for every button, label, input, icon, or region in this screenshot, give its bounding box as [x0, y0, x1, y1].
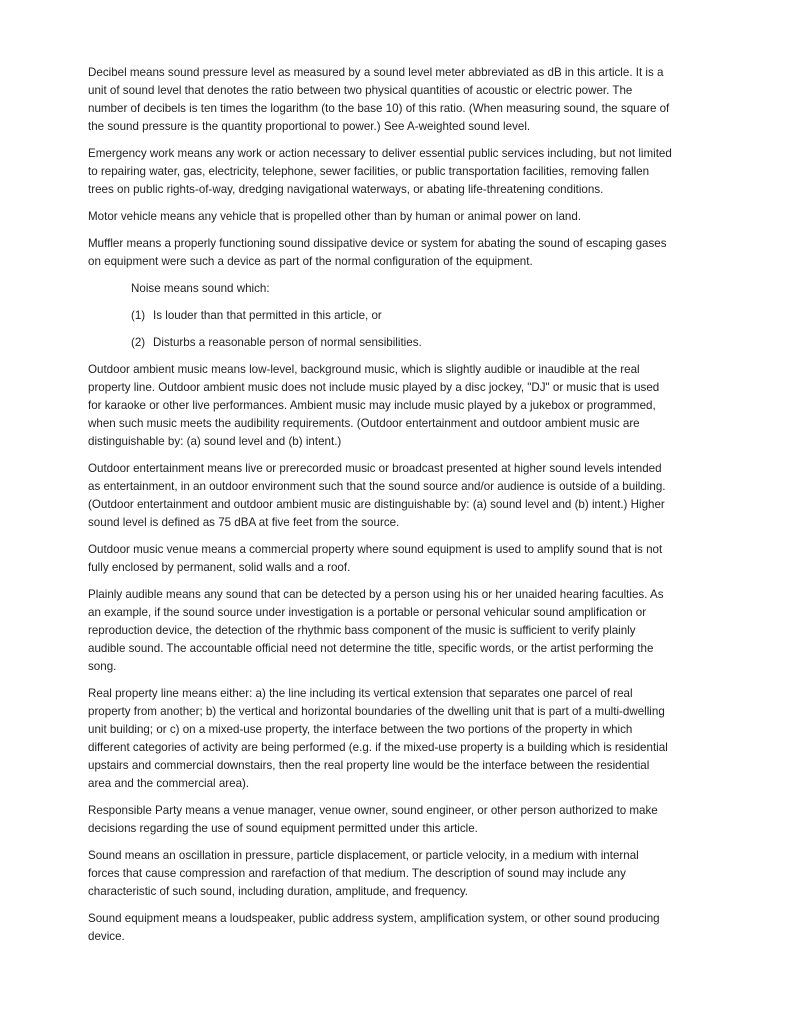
document-page: [88, 64, 672, 955]
noise-intro: Noise means sound which:: [131, 282, 270, 295]
definition-sound-equipment: Sound equipment means a loudspeaker, public address system, amplification system, or other sound producing device.: [88, 912, 660, 943]
noise-list-item: [131, 307, 672, 325]
definition-sound: Sound means an oscillation in pressure, particle displacement, or particle velocity, in a medium with internal forces that cause compression and rarefaction of that medium. The description of sound may include any characteristic of such sound, including duration, amplitude, and frequency.: [88, 849, 639, 898]
definition-outdoor-music-venue: Outdoor music venue means a commercial property where sound equipment is used to amplify sound that is not fully enclosed by permanent, solid walls and a roof.: [88, 543, 663, 574]
definition-plainly-audible: Plainly audible means any sound that can be detected by a person using his or her unaided hearing faculties. As an example, if the sound source under investigation is a portable or personal vehicular sound amplification or reproduction device, the detection of the rhythmic bass component of the music is sufficient to verify plainly audible sound. The accountable official need not determine the title, specific words, or the artist performing the song.: [88, 588, 664, 673]
definition-responsible-party: Responsible Party means a venue manager, venue owner, sound engineer, or other person authorized to make decisions regarding the use of sound equipment permitted under this article.: [88, 804, 658, 835]
definition-decibel: Decibel means sound pressure level as measured by a sound level meter abbreviated as dB in this article. It is a unit of sound level that denotes the ratio between two physical quantities of acoustic or electric power. The number of decibels is ten times the logarithm (to the base 10) of this ratio. (When measuring sound, the square of the sound pressure is the quantity proportional to power.) See A-weighted sound level.: [88, 66, 670, 133]
definition-motor-vehicle: Motor vehicle means any vehicle that is propelled other than by human or animal power on land.: [88, 210, 582, 223]
definition-noise: [88, 280, 672, 352]
noise-item-number: (1): [131, 309, 146, 322]
noise-item-text: Disturbs a reasonable person of normal sensibilities.: [153, 336, 422, 349]
definition-real-property-line: Real property line means either: a) the line including its vertical extension that separates one parcel of real property from another; b) the vertical and horizontal boundaries of the dwelling unit that is part of a multi-dwelling unit building; or c) on a mixed-use property, the interface between the two portions of the property in which different categories of activity are being performed (e.g. if the mixed-use property is a building which is residential upstairs and commercial downstairs, then the real property line would be the interface between the residential area and the commercial area).: [88, 687, 668, 790]
definition-muffler: Muffler means a properly functioning sound dissipative device or system for abating the sound of escaping gases on equipment were such a device as part of the normal configuration of the equipment.: [88, 237, 667, 268]
noise-list-item: [131, 334, 672, 352]
noise-item-text: Is louder than that permitted in this article, or: [153, 309, 382, 322]
definition-outdoor-entertainment: Outdoor entertainment means live or prerecorded music or broadcast presented at higher sound levels intended as entertainment, in an outdoor environment such that the sound source and/or audience is outside of a building. (Outdoor entertainment and outdoor ambient music are distinguishable by: (a) sound level and (b) intent.) Higher sound level is defined as 75 dBA at five feet from the source.: [88, 462, 666, 529]
noise-item-number: (2): [131, 336, 146, 349]
definition-outdoor-ambient-music: Outdoor ambient music means low-level, background music, which is slightly audible or inaudible at the real property line. Outdoor ambient music does not include music played by a disc jockey, "DJ" or music that is used for karaoke or other live performances. Ambient music may include music played by a jukebox or programmed, when such music meets the audibility requirements. (Outdoor entertainment and outdoor ambient music are distinguishable by: (a) sound level and (b) intent.): [88, 363, 660, 448]
definition-emergency-work: Emergency work means any work or action necessary to deliver essential public services including, but not limited to repairing water, gas, electricity, telephone, sewer facilities, or public transportation facilities, removing fallen trees on public rights-of-way, dredging navigational waterways, or abating life-threatening conditions.: [88, 147, 672, 196]
